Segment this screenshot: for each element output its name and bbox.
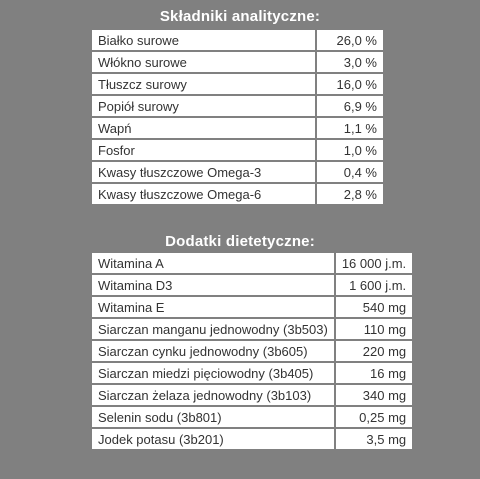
row-value: 3,0 % (316, 51, 384, 73)
row-name: Jodek potasu (3b201) (91, 428, 335, 450)
table-row (91, 29, 384, 51)
additives-table (90, 251, 414, 451)
row-value: 26,0 % (316, 29, 384, 51)
table-row (91, 296, 413, 318)
row-value: 1,0 % (316, 139, 384, 161)
table-row (91, 117, 384, 139)
row-name: Witamina A (91, 252, 335, 274)
row-value: 0,4 % (316, 161, 384, 183)
table-row (91, 274, 413, 296)
table-row (91, 73, 384, 95)
row-name: Witamina E (91, 296, 335, 318)
row-value: 6,9 % (316, 95, 384, 117)
row-name: Selenin sodu (3b801) (91, 406, 335, 428)
table-row (91, 384, 413, 406)
row-value: 220 mg (335, 340, 413, 362)
row-value: 110 mg (335, 318, 413, 340)
row-name: Siarczan cynku jednowodny (3b605) (91, 340, 335, 362)
analytic-table (90, 28, 385, 206)
row-value: 1,1 % (316, 117, 384, 139)
row-name: Tłuszcz surowy (91, 73, 316, 95)
row-value: 540 mg (335, 296, 413, 318)
analytic-title: Składniki analityczne: (159, 8, 321, 25)
row-value: 0,25 mg (335, 406, 413, 428)
table-row (91, 95, 384, 117)
row-name: Włókno surowe (91, 51, 316, 73)
table-row (91, 51, 384, 73)
row-name: Kwasy tłuszczowe Omega-6 (91, 183, 316, 205)
row-name: Siarczan manganu jednowodny (3b503) (91, 318, 335, 340)
row-name: Popiół surowy (91, 95, 316, 117)
row-name: Kwasy tłuszczowe Omega-3 (91, 161, 316, 183)
table-row (91, 161, 384, 183)
row-value: 16 000 j.m. (335, 252, 413, 274)
table-row (91, 362, 413, 384)
row-name: Fosfor (91, 139, 316, 161)
row-value: 16,0 % (316, 73, 384, 95)
row-value: 16 mg (335, 362, 413, 384)
table-row (91, 340, 413, 362)
table-row (91, 428, 413, 450)
row-name: Wapń (91, 117, 316, 139)
row-name: Siarczan żelaza jednowodny (3b103) (91, 384, 335, 406)
row-name: Białko surowe (91, 29, 316, 51)
table-row (91, 318, 413, 340)
table-row (91, 139, 384, 161)
table-row (91, 406, 413, 428)
row-name: Witamina D3 (91, 274, 335, 296)
row-value: 2,8 % (316, 183, 384, 205)
table-row (91, 252, 413, 274)
row-value: 1 600 j.m. (335, 274, 413, 296)
row-value: 3,5 mg (335, 428, 413, 450)
row-value: 340 mg (335, 384, 413, 406)
additives-title: Dodatki dietetyczne: (165, 233, 315, 250)
row-name: Siarczan miedzi pięciowodny (3b405) (91, 362, 335, 384)
table-row (91, 183, 384, 205)
